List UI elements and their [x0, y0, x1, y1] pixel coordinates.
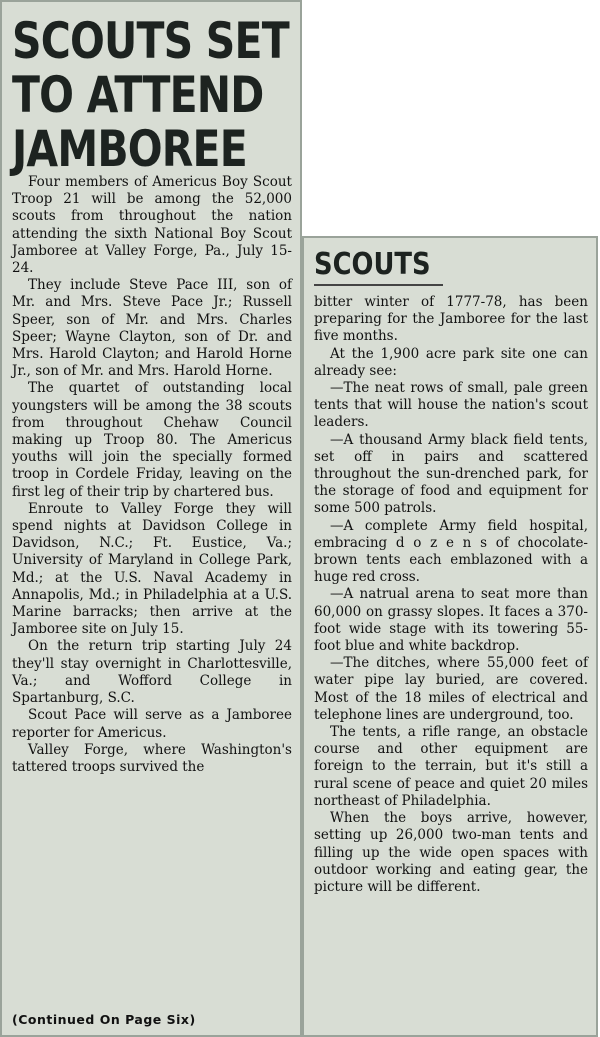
jump-story-body	[314, 294, 588, 896]
headline-line-2: TO ATTEND	[12, 66, 264, 124]
paragraph-3: The quartet of outstanding local youngsters will be among the 38 scouts from throughout Chehaw Council making up Troop 80. The Americus youths will join the specially formed troop in Cordele Friday, leaving on the first leg of their trip by chartered bus.	[12, 380, 292, 500]
paragraph-5: On the return trip starting July 24 they'll stay overnight in Charlottesville, Va.; and Wofford College in Spartanburg, S.C.	[12, 638, 292, 707]
jump-paragraph-5: —A complete Army field hospital, embracing d o z e n s of chocolate-brown tents each emblazoned with a huge red cross.	[314, 517, 588, 586]
paragraph-2: They include Steve Pace III, son of Mr. and Mrs. Steve Pace Jr.; Russell Speer, son of Mr. and Mrs. Charles Speer; Wayne Clayton, son of Dr. and Mrs. Harold Clayton; and Harold Horne Jr., son of Mr. and Mrs. Harold Horne.	[12, 277, 292, 380]
jump-paragraph-6: —A natrual arena to seat more than 60,000 on grassy slopes. It faces a 370-foot wide stage with its towering 55-foot blue and white backdrop.	[314, 586, 588, 655]
paragraph-7: Valley Forge, where Washington's tattered troops survived the	[12, 741, 292, 775]
paragraph-1: Four members of Americus Boy Scout Troop 21 will be among the 52,000 scouts from throughout the nation attending the sixth National Boy Scout Jamboree at Valley Forge, Pa., July 15-24.	[12, 174, 292, 277]
jump-paragraph-4: —A thousand Army black field tents, set off in pairs and scattered throughout the sun-drenched park, for the storage of food and equipment for some 500 patrols.	[314, 431, 588, 517]
headline-line-1: SCOUTS SET	[12, 12, 289, 70]
article-clipping-jump	[302, 236, 598, 1037]
jump-paragraph-3: —The neat rows of small, pale green tents that will house the nation's scout leaders.	[314, 380, 588, 431]
jump-paragraph-8: The tents, a rifle range, an obstacle course and other equipment are foreign to the terrain, but it's still a rural scene of peace and quiet 20 miles northeast of Philadelphia.	[314, 724, 588, 809]
jump-headline: SCOUTS	[314, 248, 443, 286]
jump-paragraph-1: bitter winter of 1777-78, has been preparing for the Jamboree for the last five months.	[314, 294, 588, 345]
jump-paragraph-9: When the boys arrive, however, setting up 26,000 two-man tents and filling up the wide open spaces with outdoor working and eating gear, the picture will be different.	[314, 810, 588, 895]
paragraph-4: Enroute to Valley Forge they will spend nights at Davidson College in Davidson, N.C.; Ft. Eustice, Va.; University of Maryland in College Park, Md.; at the U.S. Naval Academy in Annapolis, Md.; in Philadelphia at a U.S. Marine barracks; then arrive at the Jamboree site on July 15.	[12, 500, 292, 638]
story-body	[12, 174, 292, 776]
jump-paragraph-2: At the 1,900 acre park site one can already see:	[314, 345, 588, 379]
headline	[12, 12, 289, 178]
continued-note: (Continued On Page Six)	[12, 1012, 196, 1027]
headline-line-3: JAMBOREE	[12, 120, 247, 178]
jump-paragraph-7: —The ditches, where 55,000 feet of water pipe lay buried, are covered. Most of the 18 miles of electrical and telephone lines are underground, too.	[314, 655, 588, 723]
paragraph-6: Scout Pace will serve as a Jamboree reporter for Americus.	[12, 707, 292, 741]
